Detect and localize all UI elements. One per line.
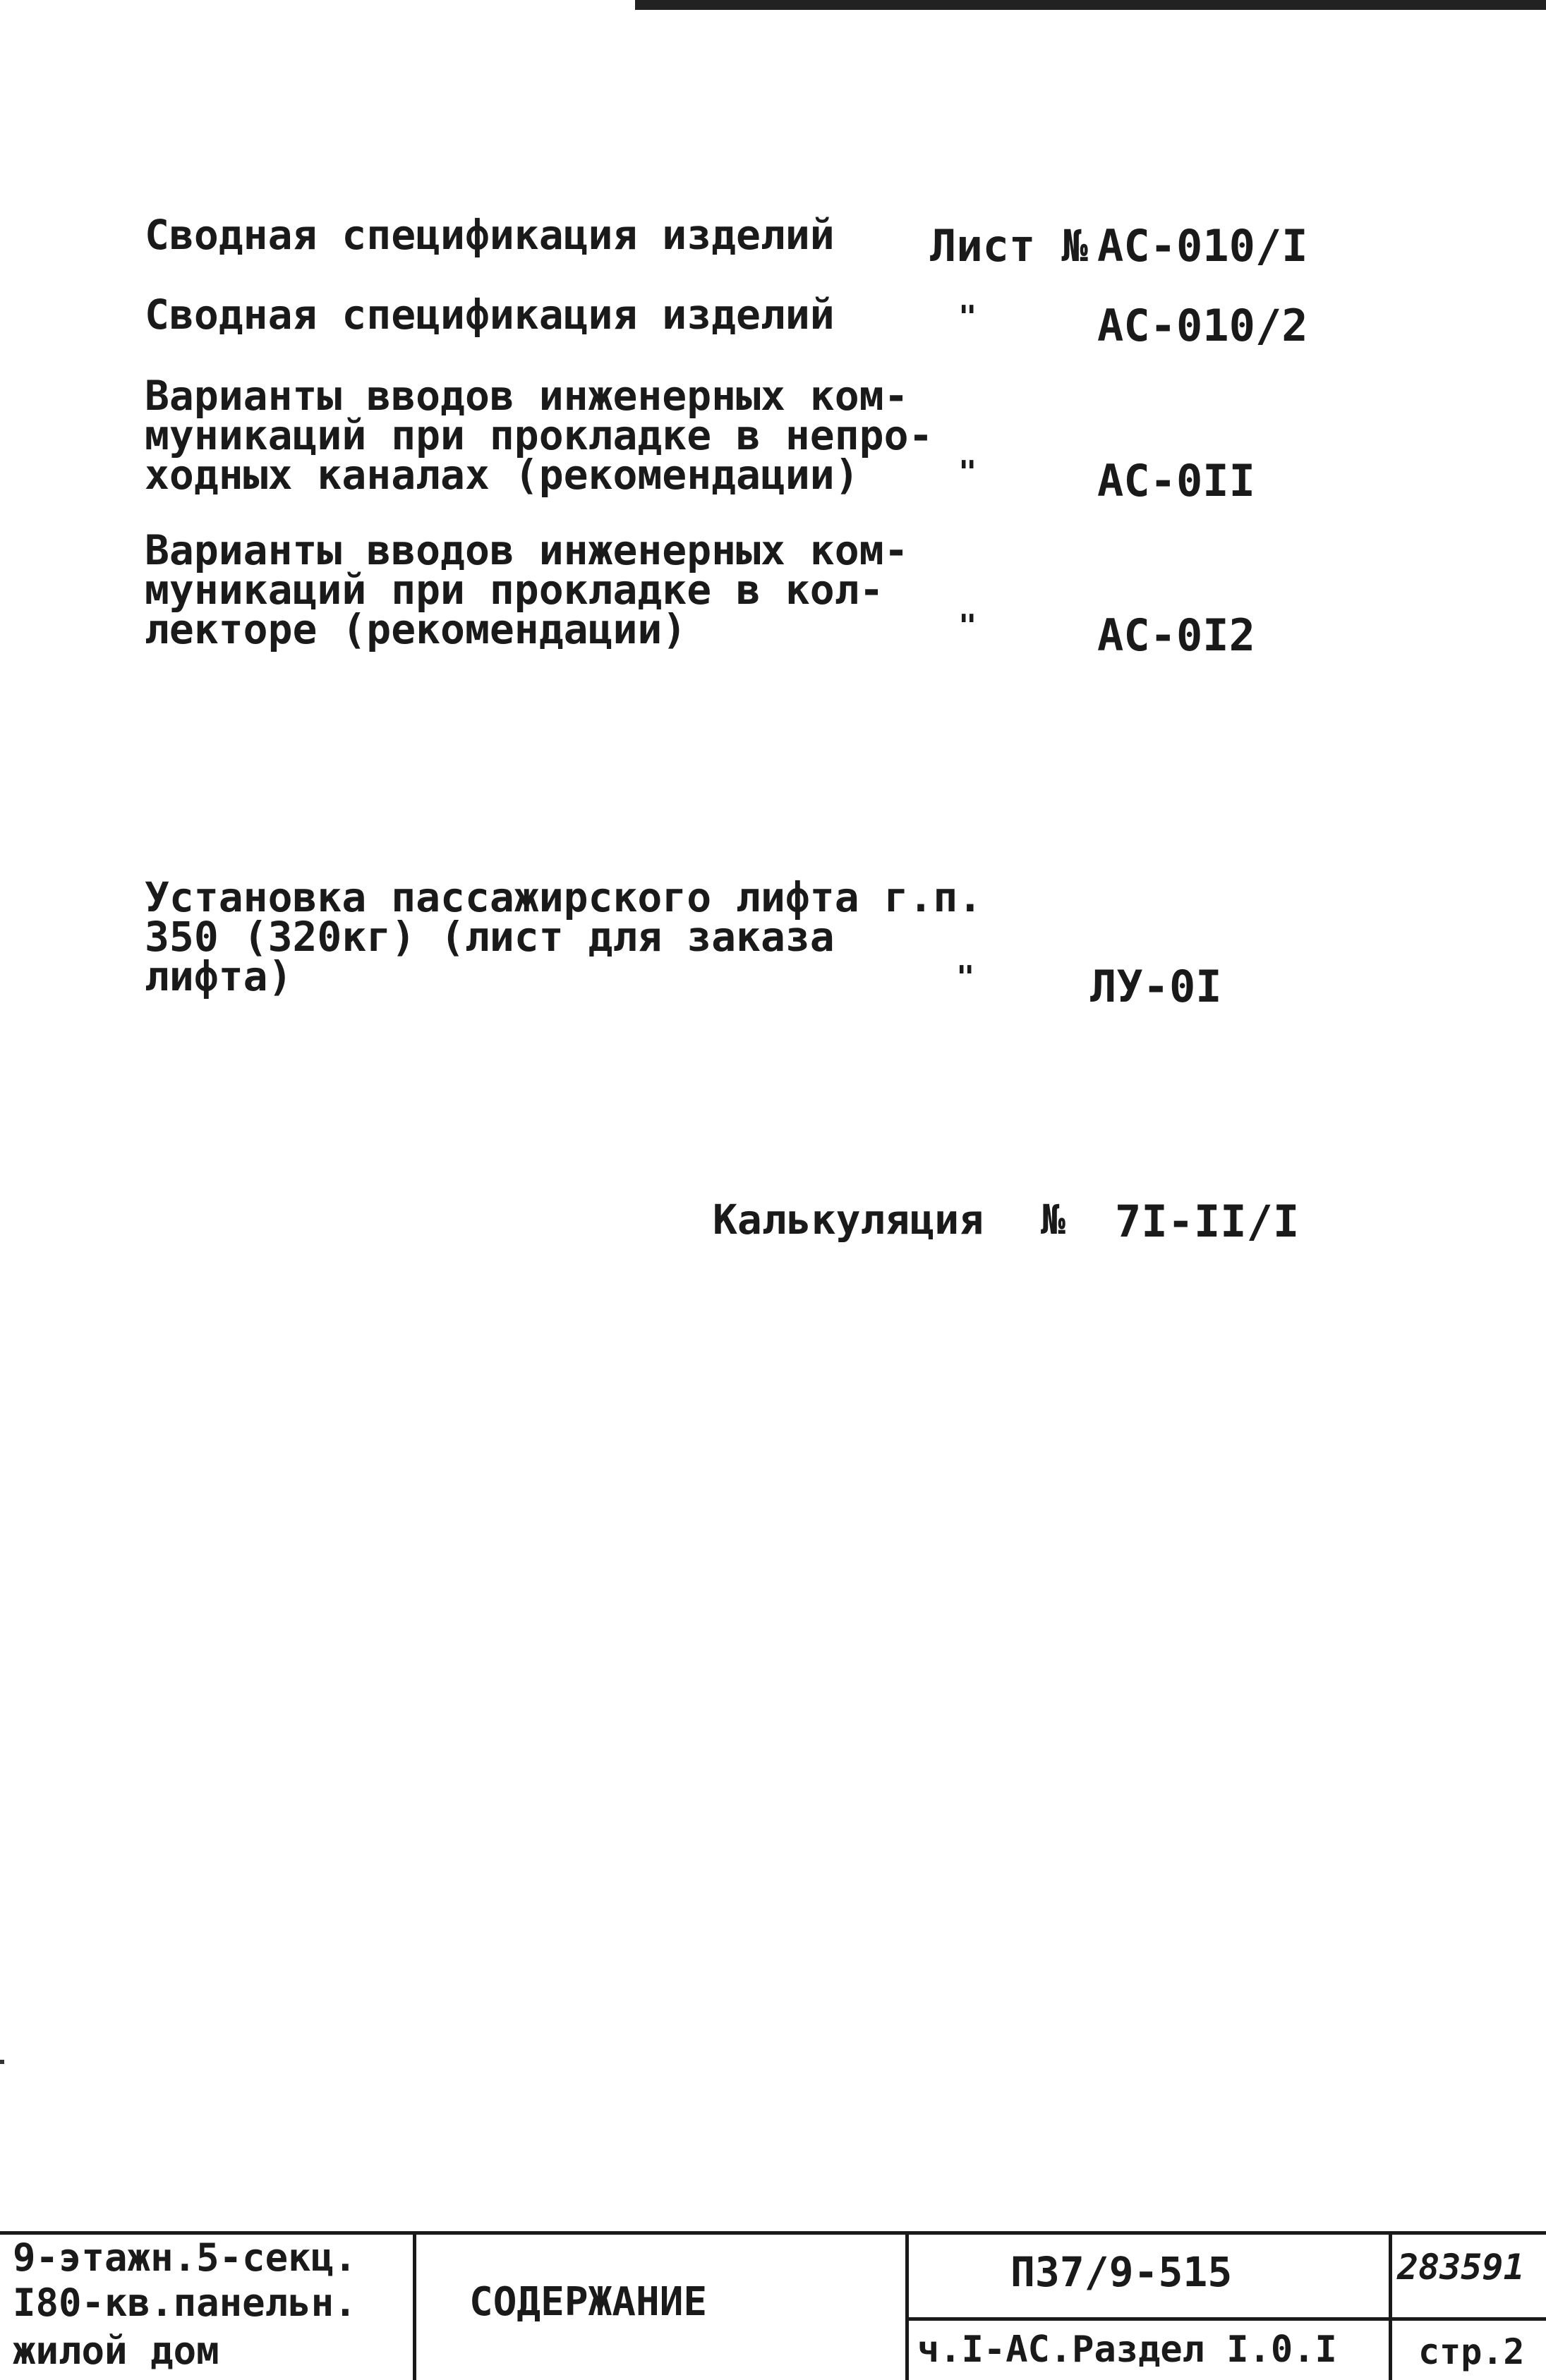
top-border-line	[635, 0, 1546, 10]
page-number: стр.2	[1418, 2331, 1525, 2372]
entry-mark: "	[958, 454, 977, 490]
sheet-title: СОДЕРЖАНИЕ	[469, 2279, 708, 2325]
calculation-mark: №	[1041, 1196, 1065, 1244]
calculation-label: Калькуляция	[713, 1196, 984, 1244]
title-block-divider	[413, 2231, 416, 2380]
title-block-divider	[905, 2317, 1546, 2321]
entry-code: АС-010/I	[1097, 220, 1308, 272]
entry-title: Установка пассажирского лифта г.п. 350 (320кг) (лист для заказа лифта)	[145, 873, 983, 1000]
object-name-line: I80-кв.панельн.	[13, 2281, 357, 2325]
section-label: ч.I-АС.Раздел I.0.I	[917, 2329, 1337, 2371]
entry-code: АС-0II	[1097, 455, 1255, 506]
title-block-divider	[1389, 2231, 1392, 2380]
scan-mark	[0, 2060, 4, 2064]
object-name-line: жилой дом	[13, 2329, 219, 2373]
title-block	[0, 2231, 1546, 2380]
entry-title: Сводная спецификация изделий	[145, 211, 835, 259]
title-block-divider	[905, 2231, 909, 2380]
entry-mark: Лист №	[930, 220, 1088, 272]
entry-code: АС-0I2	[1097, 609, 1255, 661]
entry-title: Сводная спецификация изделий	[145, 291, 835, 339]
entry-mark: "	[956, 959, 975, 995]
entry-code: ЛУ-0I	[1090, 961, 1222, 1012]
object-name-line: 9-этажн.5-секц.	[13, 2235, 357, 2280]
inventory-number: 283591	[1397, 2247, 1525, 2288]
calculation-number: 7I-II/I	[1115, 1196, 1300, 1247]
entry-mark: "	[958, 299, 977, 335]
title-block-top-border	[0, 2231, 1546, 2235]
entry-title: Варианты вводов инженерных ком- муникаций при прокладке в кол- лекторе (рекомендации)	[145, 526, 909, 653]
entry-code: АС-010/2	[1097, 300, 1308, 351]
entry-mark: "	[958, 608, 977, 644]
project-code: П37/9-515	[1010, 2248, 1233, 2296]
entry-title: Варианты вводов инженерных ком- муникаций при прокладке в непро- ходных каналах (рекомендации)	[145, 372, 934, 499]
